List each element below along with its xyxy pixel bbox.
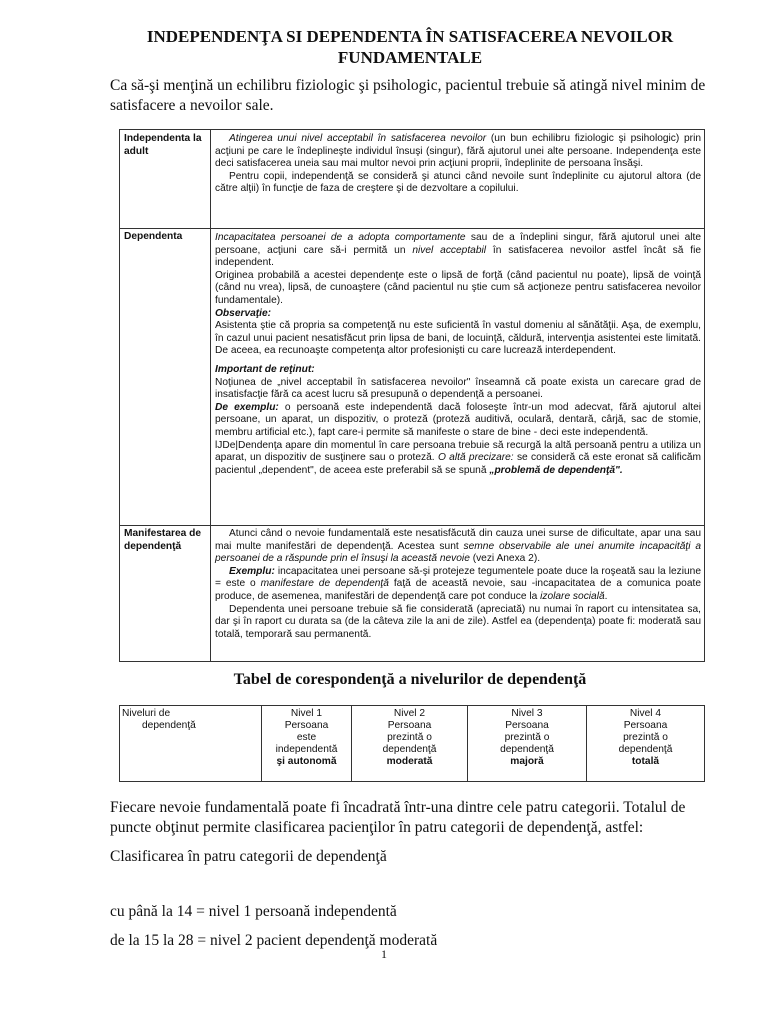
level-bold: totală: [631, 756, 660, 767]
text-manif-p1: Atunci când o nevoie fundamentală este nesatisfăcută din cauza unei surse de dificultate, apar una sau mai multe manifestări de dependenţă. Acestea sunt: [215, 528, 701, 552]
text-manif-p3: Dependenta unei persoane trebuie să fie considerată (apreciată) nu numai în raport cu intensitatea sa, dar şi în raport cu durata sa (de la câteva zile la ani de zile). Astfel ea (dependenţa) poate fi: moderată sau totală, temporară sau permanentă.: [215, 603, 701, 640]
level-bold: majoră: [510, 756, 544, 767]
text-manif-ex-italic: manifestare de dependenţă: [260, 578, 389, 590]
level-line: Persoana: [505, 720, 549, 731]
title-line-1: INDEPENDENŢA SI DEPENDENTA ÎN SATISFACEREA NEVOILOR: [146, 27, 674, 46]
level-bold: şi autonomă: [276, 756, 337, 767]
heading-important: Important de reţinut:: [215, 363, 315, 375]
text-manif-ex-1: incapacitatea unei persoane să-şi protejeze tegumentele poate duce la roşeată sau la leziune = este o: [215, 565, 701, 590]
paragraph-categories: Fiecare nevoie fundamentală poate fi încadrată într-una dintre cele patru categorii. Totalul de puncte obţinut permite clasificarea pacienţilor în patru categorii de dependenţă, astfel:: [110, 799, 686, 836]
page-title: [110, 26, 710, 68]
content-independenta: [215, 133, 701, 196]
level-bold: moderată: [386, 756, 433, 767]
level-cell: [352, 706, 468, 781]
row-manifestare: [120, 525, 704, 662]
intro-paragraph: Ca să-şi menţină un echilibru fiziologic şi psihologic, pacientul trebuie să atingă nivel minim de satisfacere a nevoilor sale.: [110, 77, 706, 114]
text-dep-last-bold: „problemă de dependenţă".: [489, 464, 623, 476]
content-manifestare: [215, 528, 701, 641]
level-line: este: [296, 732, 317, 743]
line-level-1: cu până la 14 = nivel 1 persoană independentă: [110, 903, 397, 920]
row-independenta: [120, 130, 704, 229]
level-line: dependenţă: [618, 744, 673, 755]
heading-de-exemplu: De exemplu:: [215, 401, 279, 413]
level-line: Persoana: [623, 720, 668, 731]
text-manif-italic: semne observabile ale unei anumite incapacităţi a persoanei de a răspunde prin el însuşi la această nevoie: [215, 540, 701, 565]
level-cell: [587, 706, 704, 781]
level-line: Persoana: [387, 720, 432, 731]
levels-header-line2: dependenţă: [142, 720, 196, 731]
label-manifestare: Manifestarea de dependenţă: [120, 525, 211, 662]
text-dep-last-italic: O altă precizare:: [437, 452, 514, 464]
text-dep-origin: Originea probabilă a acestei dependenţe este o lipsă de forţă (când pacientul nu poate), lipsă de voinţă (când nu vrea), lipsă, de cunoaştere (când pacientul nu ştie cum să acţioneze pentru satisfacerea nevoilor fundamentale).: [215, 269, 701, 306]
text-important: Noţiunea de „nivel acceptabil în satisfacerea nevoilor" înseamnă că poate exista un carecare grad de insatisfacţie fără ca acest lucru să presupună o dependenţă a persoanei.: [215, 376, 701, 401]
paragraph-classification: Clasificarea în patru categorii de dependenţă: [110, 848, 387, 865]
level-cell: [262, 706, 352, 781]
text-manif-rest: (vezi Anexa 2).: [469, 553, 541, 565]
level-line: dependenţă: [382, 744, 437, 755]
level-line: dependenţă: [500, 744, 554, 755]
label-independenta: Independenta la adult: [120, 130, 211, 228]
level-name: Nivel 1: [290, 708, 323, 719]
text-observatie: Asistenta ştie că propria sa competenţă nu este suficientă în vastul domeniu al sănătăţii. Aşa, de exemplu, în cazul unui pacient nesatisfăcut prin lipsa de bani, de locuinţă, căldură, intervenţia asistentei este limitată. De aceea, ea recunoaşte competenţa altor profesionişti cu care lucrează interdependent.: [215, 320, 701, 357]
levels-table-title: Tabel de corespondenţă a nivelurilor de dependenţă: [233, 671, 587, 688]
text-dep-last-1: lJDe|Dendenţa apare din momentul în care persoana trebuie să recurgă la altă persoană pentru a utiliza un aparat, un dispozitiv de susţinere sau o proteză.: [215, 439, 701, 464]
level-line: prezintă o: [504, 732, 550, 743]
text-independenta-p2: Pentru copii, independenţă se consideră şi atunci când nevoile sunt îndeplinite cu ajutorul altora (de către alţii) în funcţie de faza de creştere şi de dezvoltare a copilului.: [215, 170, 701, 195]
text-dep-mid: sau de a îndeplini singur, fără ajutorul unei alte persoane, acţiuni care să-i permită un: [215, 232, 702, 256]
text-manif-ex-italic-2: izolare socială: [540, 590, 605, 602]
level-cell: [468, 706, 587, 781]
label-dependenta: Dependenta: [120, 228, 211, 525]
page-number: 1: [381, 947, 387, 961]
level-line: prezintă o: [387, 732, 432, 743]
text-de-exemplu: o persoană este independentă dacă foloseşte într-un mod adecvat, fără ajutorul altei persoane, un aparat, un dispozitiv, o proteză (proteză auditivă, oculară, dentară, cârjă, sac de stomie, membru artificial etc.), fapt care-i permite să manifeste o stare de bine - deci este independentă.: [215, 401, 701, 438]
definitions-table: [119, 129, 705, 662]
text-manif-ex-end: .: [604, 590, 608, 602]
level-name: Nivel 4: [629, 708, 662, 719]
level-name: Nivel 3: [511, 708, 543, 719]
heading-observatie: Observaţie:: [215, 307, 272, 319]
level-name: Nivel 2: [393, 708, 426, 719]
levels-header-cell: [120, 706, 262, 781]
level-line: independentă: [275, 744, 338, 755]
title-line-2: FUNDAMENTALE: [337, 48, 483, 67]
level-line: prezintă o: [623, 732, 668, 743]
text-dep-rest: în satisfacerea nevoilor astfel încât să fie independent.: [215, 244, 701, 269]
text-independenta-p1: (un bun echilibru fiziologic şi psihologic) prin acţiuni pe care le îndeplineşte individul însuşi (singur), fără ajutorul unei alte persoane. Independenţa este deci satisfacerea uneia sau mai multor nevoi prin acţiuni proprii, îndeplinite de persoana însăşi.: [215, 133, 702, 170]
level-line: Persoana: [284, 720, 329, 731]
heading-exemplu: Exemplu:: [229, 565, 275, 577]
text-independenta-italic: Atingerea unui nivel acceptabil în satisfacerea nevoilor: [229, 133, 487, 144]
row-dependenta: [120, 228, 704, 526]
levels-table: [119, 705, 705, 782]
text-dep-last-2: se consideră că este eronat să calificăm pacientul „dependent", de aceea este preferabil să se spună: [215, 452, 701, 476]
content-dependenta: [215, 232, 701, 477]
text-manif-ex-2: faţă de această nevoie, sau -incapacitatea de a comunica poate produce, de asemenea, manifestări de dependenţă care pot conduce la: [215, 578, 701, 602]
text-dep-italic-2: nivel acceptabil: [412, 244, 487, 256]
text-dep-italic-1: Incapacitatea persoanei de a adopta comportamente: [215, 232, 466, 243]
line-level-2: de la 15 la 28 = nivel 2 pacient dependenţă moderată: [110, 932, 438, 949]
levels-header-line1: Niveluri de: [122, 708, 171, 719]
